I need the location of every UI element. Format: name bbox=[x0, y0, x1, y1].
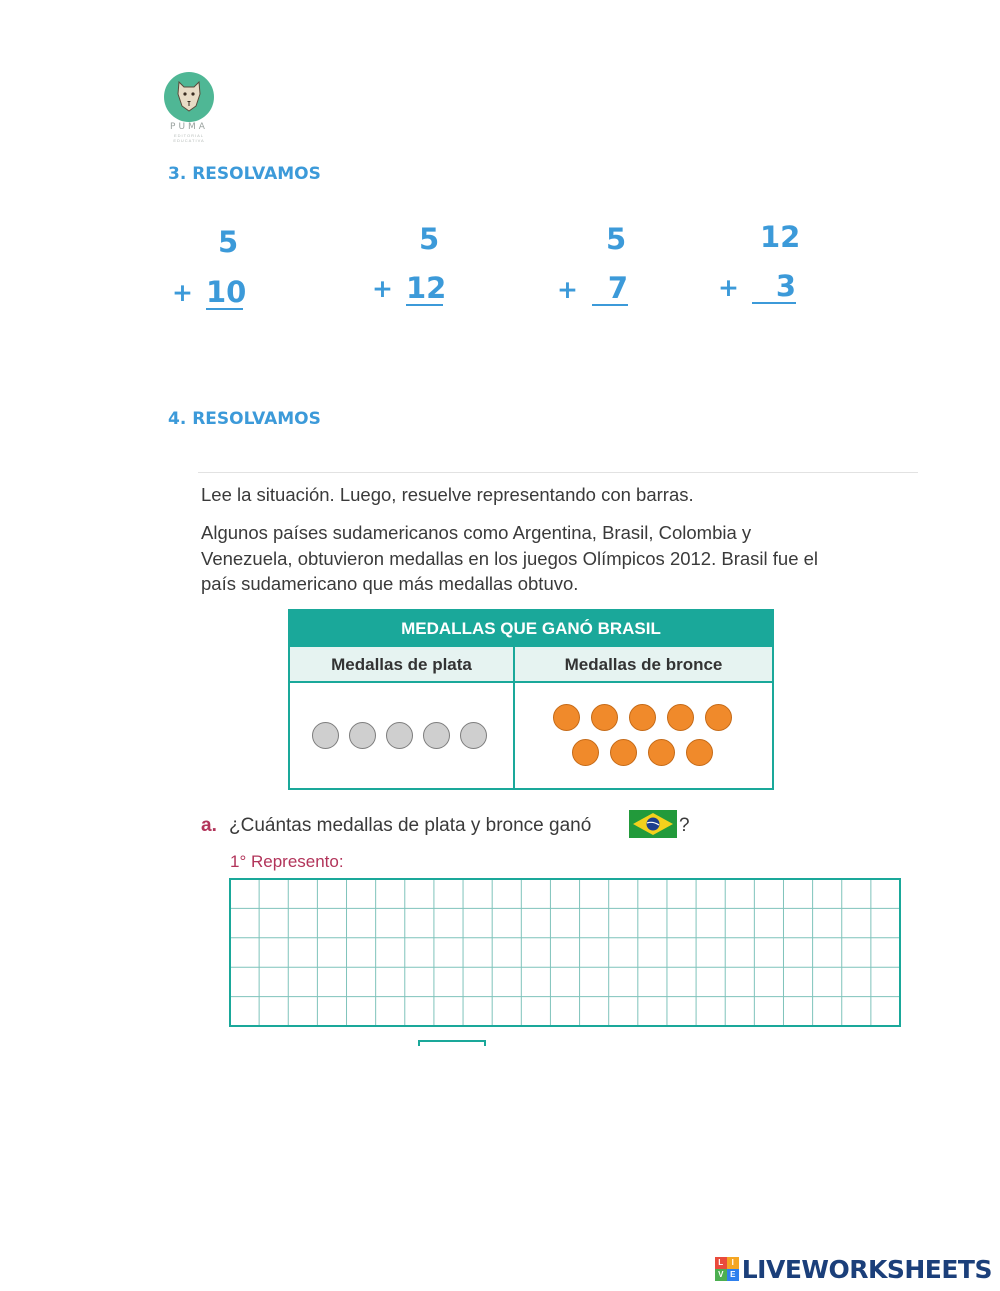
problem4-answer[interactable]: 3 bbox=[752, 272, 796, 304]
silver-medal bbox=[386, 722, 413, 749]
problem2-top: 5 bbox=[419, 222, 440, 256]
silver-medal bbox=[423, 722, 450, 749]
puma-face-icon bbox=[176, 80, 202, 112]
bronze-medal bbox=[629, 704, 656, 731]
paragraph-line-1: Algunos países sudamericanos como Argentina, Brasil, Colombia y bbox=[201, 522, 752, 543]
logo-subtitle: EDITORIAL EDUCATIVA bbox=[173, 133, 205, 143]
problem2-answer[interactable]: 12 bbox=[406, 271, 447, 305]
instruction-text: Lee la situación. Luego, resuelve representando con barras. bbox=[201, 484, 694, 505]
brazil-flag-icon bbox=[629, 810, 677, 838]
medals-table bbox=[288, 609, 774, 790]
bronze-medal bbox=[667, 704, 694, 731]
silver-medal bbox=[460, 722, 487, 749]
divider bbox=[198, 472, 918, 473]
col-header-silver: Medallas de plata bbox=[290, 647, 513, 683]
problem2-plus: + bbox=[372, 274, 393, 303]
question-text: ¿Cuántas medallas de plata y bronce ganó bbox=[229, 815, 592, 836]
problem1-answer[interactable]: 10 bbox=[206, 275, 247, 309]
answer-box[interactable] bbox=[418, 1040, 486, 1046]
question-mark: ? bbox=[679, 815, 690, 836]
problem3-top: 5 bbox=[606, 222, 627, 256]
table-title: MEDALLAS QUE GANÓ BRASIL bbox=[290, 611, 772, 647]
problem4-top: 12 bbox=[760, 220, 801, 254]
liveworksheets-wordmark: LIVEWORKSHEETS bbox=[741, 1254, 992, 1284]
question-letter: a. bbox=[201, 815, 217, 836]
silver-medal bbox=[349, 722, 376, 749]
bronze-medal bbox=[610, 739, 637, 766]
liveworksheets-icon: L I V E bbox=[715, 1257, 739, 1281]
bronze-medal bbox=[648, 739, 675, 766]
represent-label: 1° Represento: bbox=[230, 852, 344, 871]
problem1-plus: + bbox=[172, 278, 193, 307]
paragraph-line-3: país sudamericano que más medallas obtuvo. bbox=[201, 573, 579, 594]
problem1-top: 5 bbox=[218, 225, 239, 259]
bronze-medal bbox=[591, 704, 618, 731]
table-column-divider bbox=[513, 647, 515, 788]
problem3-plus: + bbox=[557, 275, 578, 304]
bronze-medal bbox=[572, 739, 599, 766]
logo-name: PUMA bbox=[170, 122, 208, 132]
silver-medal bbox=[312, 722, 339, 749]
problem3-answer[interactable]: 7 bbox=[592, 274, 628, 306]
answer-grid[interactable] bbox=[229, 878, 901, 1028]
section3-heading: 3. RESOLVAMOS bbox=[168, 164, 321, 184]
col-header-bronze: Medallas de bronce bbox=[515, 647, 772, 683]
paragraph-line-2: Venezuela, obtuvieron medallas en los juegos Olímpicos 2012. Brasil fue el bbox=[201, 548, 819, 569]
bronze-medal bbox=[705, 704, 732, 731]
bronze-medal bbox=[553, 704, 580, 731]
problem4-plus: + bbox=[718, 273, 739, 302]
bronze-medal bbox=[686, 739, 713, 766]
liveworksheets-logo bbox=[715, 1254, 992, 1284]
section4-heading: 4. RESOLVAMOS bbox=[168, 409, 321, 429]
